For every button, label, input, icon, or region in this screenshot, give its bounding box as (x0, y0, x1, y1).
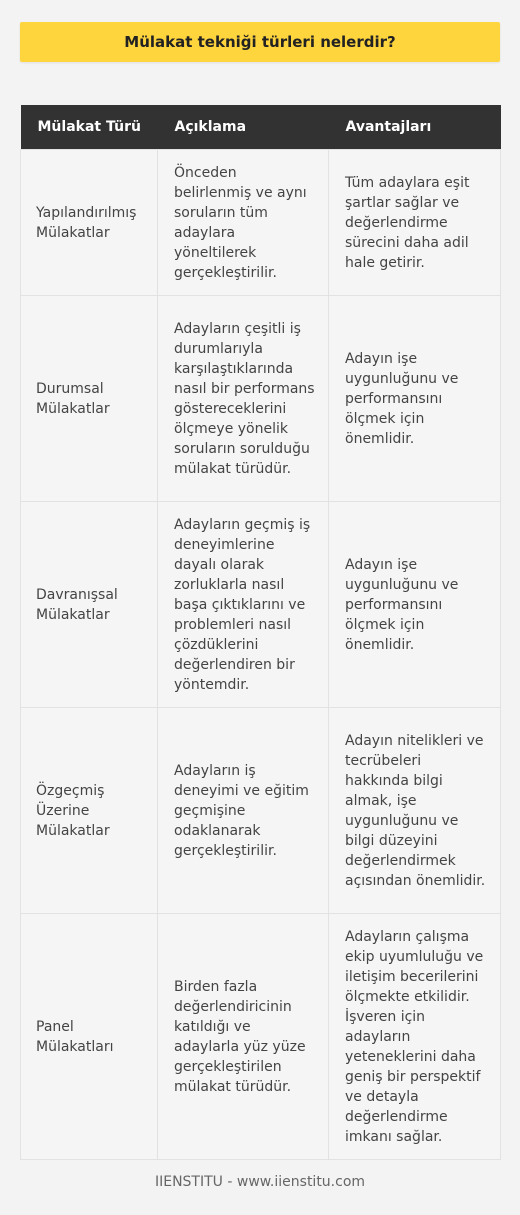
cell-advantages: Adayın işe uygunluğunu ve performansını ölçmek için önemlidir. (329, 502, 501, 708)
cell-description: Önceden belirlenmiş ve aynı soruların tüm adaylara yöneltilerek gerçekleştirilir. (158, 150, 329, 296)
cell-type: Panel Mülakatları (21, 914, 158, 1160)
cell-type: Yapılandırılmış Mülakatlar (21, 150, 158, 296)
cell-advantages: Adayın nitelikleri ve tecrübeleri hakkında bilgi almak, işe uygunluğunu ve bilgi düzeyini değerlendirmek açısından önemlidir. (329, 708, 501, 914)
page-title: Mülakat tekniği türleri nelerdir? (20, 22, 500, 62)
cell-type: Davranışsal Mülakatlar (21, 502, 158, 708)
table-header-row (21, 105, 501, 150)
header-description: Açıklama (158, 105, 329, 150)
cell-type: Durumsal Mülakatlar (21, 296, 158, 502)
cell-description: Adayların çeşitli iş durumlarıyla karşılaştıklarında nasıl bir performans göstereceklerini ölçmeye yönelik soruların sorulduğu mülakat türüdür. (158, 296, 329, 502)
table-row (21, 708, 501, 914)
cell-type: Özgeçmiş Üzerine Mülakatlar (21, 708, 158, 914)
header-interview-type: Mülakat Türü (21, 105, 158, 150)
table-row (21, 296, 501, 502)
cell-advantages: Adayın işe uygunluğunu ve performansını ölçmek için önemlidir. (329, 296, 501, 502)
footer-credit: IIENSTITU - www.iienstitu.com (154, 1174, 366, 1190)
cell-description: Adayların geçmiş iş deneyimlerine dayalı olarak zorluklarla nasıl başa çıktıklarını ve problemleri nasıl çözdüklerini değerlendiren bir yöntemdir. (158, 502, 329, 708)
header-advantages: Avantajları (329, 105, 501, 150)
table-row (21, 914, 501, 1160)
cell-description: Adayların iş deneyimi ve eğitim geçmişine odaklanarak gerçekleştirilir. (158, 708, 329, 914)
table-row (21, 502, 501, 708)
table-row (21, 150, 501, 296)
cell-advantages: Adayların çalışma ekip uyumluluğu ve iletişim becerilerini ölçmekte etkilidir. İşveren için adayların yeteneklerini daha geniş bir perspektif ve detayla değerlendirme imkanı sağlar. (329, 914, 501, 1160)
cell-description: Birden fazla değerlendiricinin katıldığı ve adaylarla yüz yüze gerçekleştirilen mülakat türüdür. (158, 914, 329, 1160)
interview-types-table (20, 105, 501, 1160)
cell-advantages: Tüm adaylara eşit şartlar sağlar ve değerlendirme sürecini daha adil hale getirir. (329, 150, 501, 296)
